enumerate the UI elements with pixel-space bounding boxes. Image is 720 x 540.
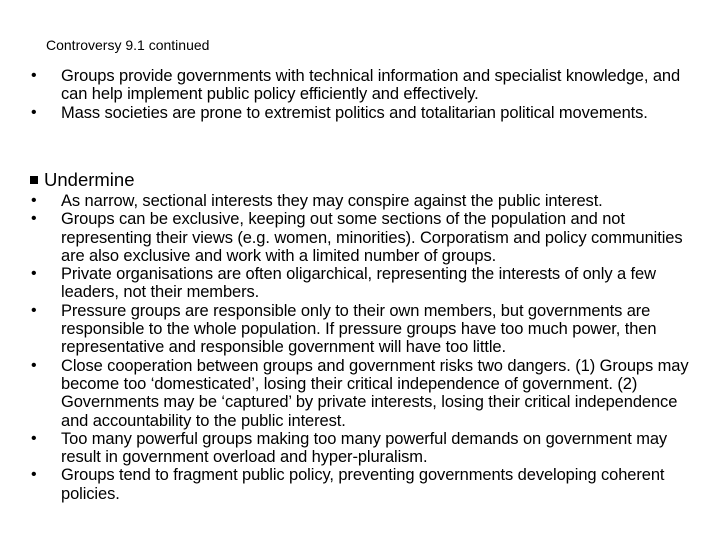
bullet-icon: • [31, 210, 37, 228]
list-item-text: Groups tend to fragment public policy, preventing governments developing coherent policies. [61, 466, 665, 503]
list-item-text: Private organisations are often oligarchical, representing the interests of only a few leaders, not their members. [61, 265, 656, 302]
list-item-text: Pressure groups are responsible only to their own members, but governments are responsible to the whole population. If pressure groups have too much power, then representative and responsible government will have too little. [61, 301, 657, 357]
bullet-icon: • [31, 301, 37, 319]
bullet-icon: • [31, 192, 37, 209]
list-item [0, 67, 695, 104]
support-list [0, 67, 695, 122]
list-item [0, 265, 695, 302]
list-item [0, 466, 695, 503]
list-item-text: As narrow, sectional interests they may conspire against the public interest. [61, 192, 603, 210]
bullet-icon: • [31, 466, 37, 484]
bullet-icon: • [31, 356, 37, 374]
section-heading-text: Undermine [44, 169, 135, 190]
list-item-text: Close cooperation between groups and government risks two dangers. (1) Groups may become too ‘domesticated’, losing their critical independence of government. (2) Governments may be ‘captured’ by private interests, losing their critical independence and accountability to the public interest. [61, 356, 689, 430]
bullet-icon: • [31, 103, 37, 121]
list-item-text: Groups provide governments with technical information and specialist knowledge, and can help implement public policy efficiently and effectively. [61, 67, 681, 104]
list-item-text: Groups can be exclusive, keeping out some sections of the population and not representing their views (e.g. women, minorities). Corporatism and policy communities are also exclusive and work with a limited number of groups. [61, 210, 683, 265]
list-item [0, 104, 695, 122]
section-heading [30, 170, 135, 190]
bullet-icon: • [31, 265, 37, 283]
bullet-icon: • [31, 67, 37, 84]
list-item [0, 430, 695, 467]
list-item [0, 192, 695, 210]
list-item [0, 357, 695, 430]
undermine-list [0, 192, 695, 503]
list-item-text: Mass societies are prone to extremist politics and totalitarian political movements. [61, 103, 648, 122]
list-item [0, 302, 695, 357]
bullet-icon: • [31, 429, 37, 447]
square-bullet-icon [30, 176, 38, 184]
slide-heading: Controversy 9.1 continued [46, 37, 210, 53]
list-item [0, 210, 695, 265]
list-item-text: Too many powerful groups making too many powerful demands on government may result in government overload and hyper-pluralism. [61, 429, 668, 467]
